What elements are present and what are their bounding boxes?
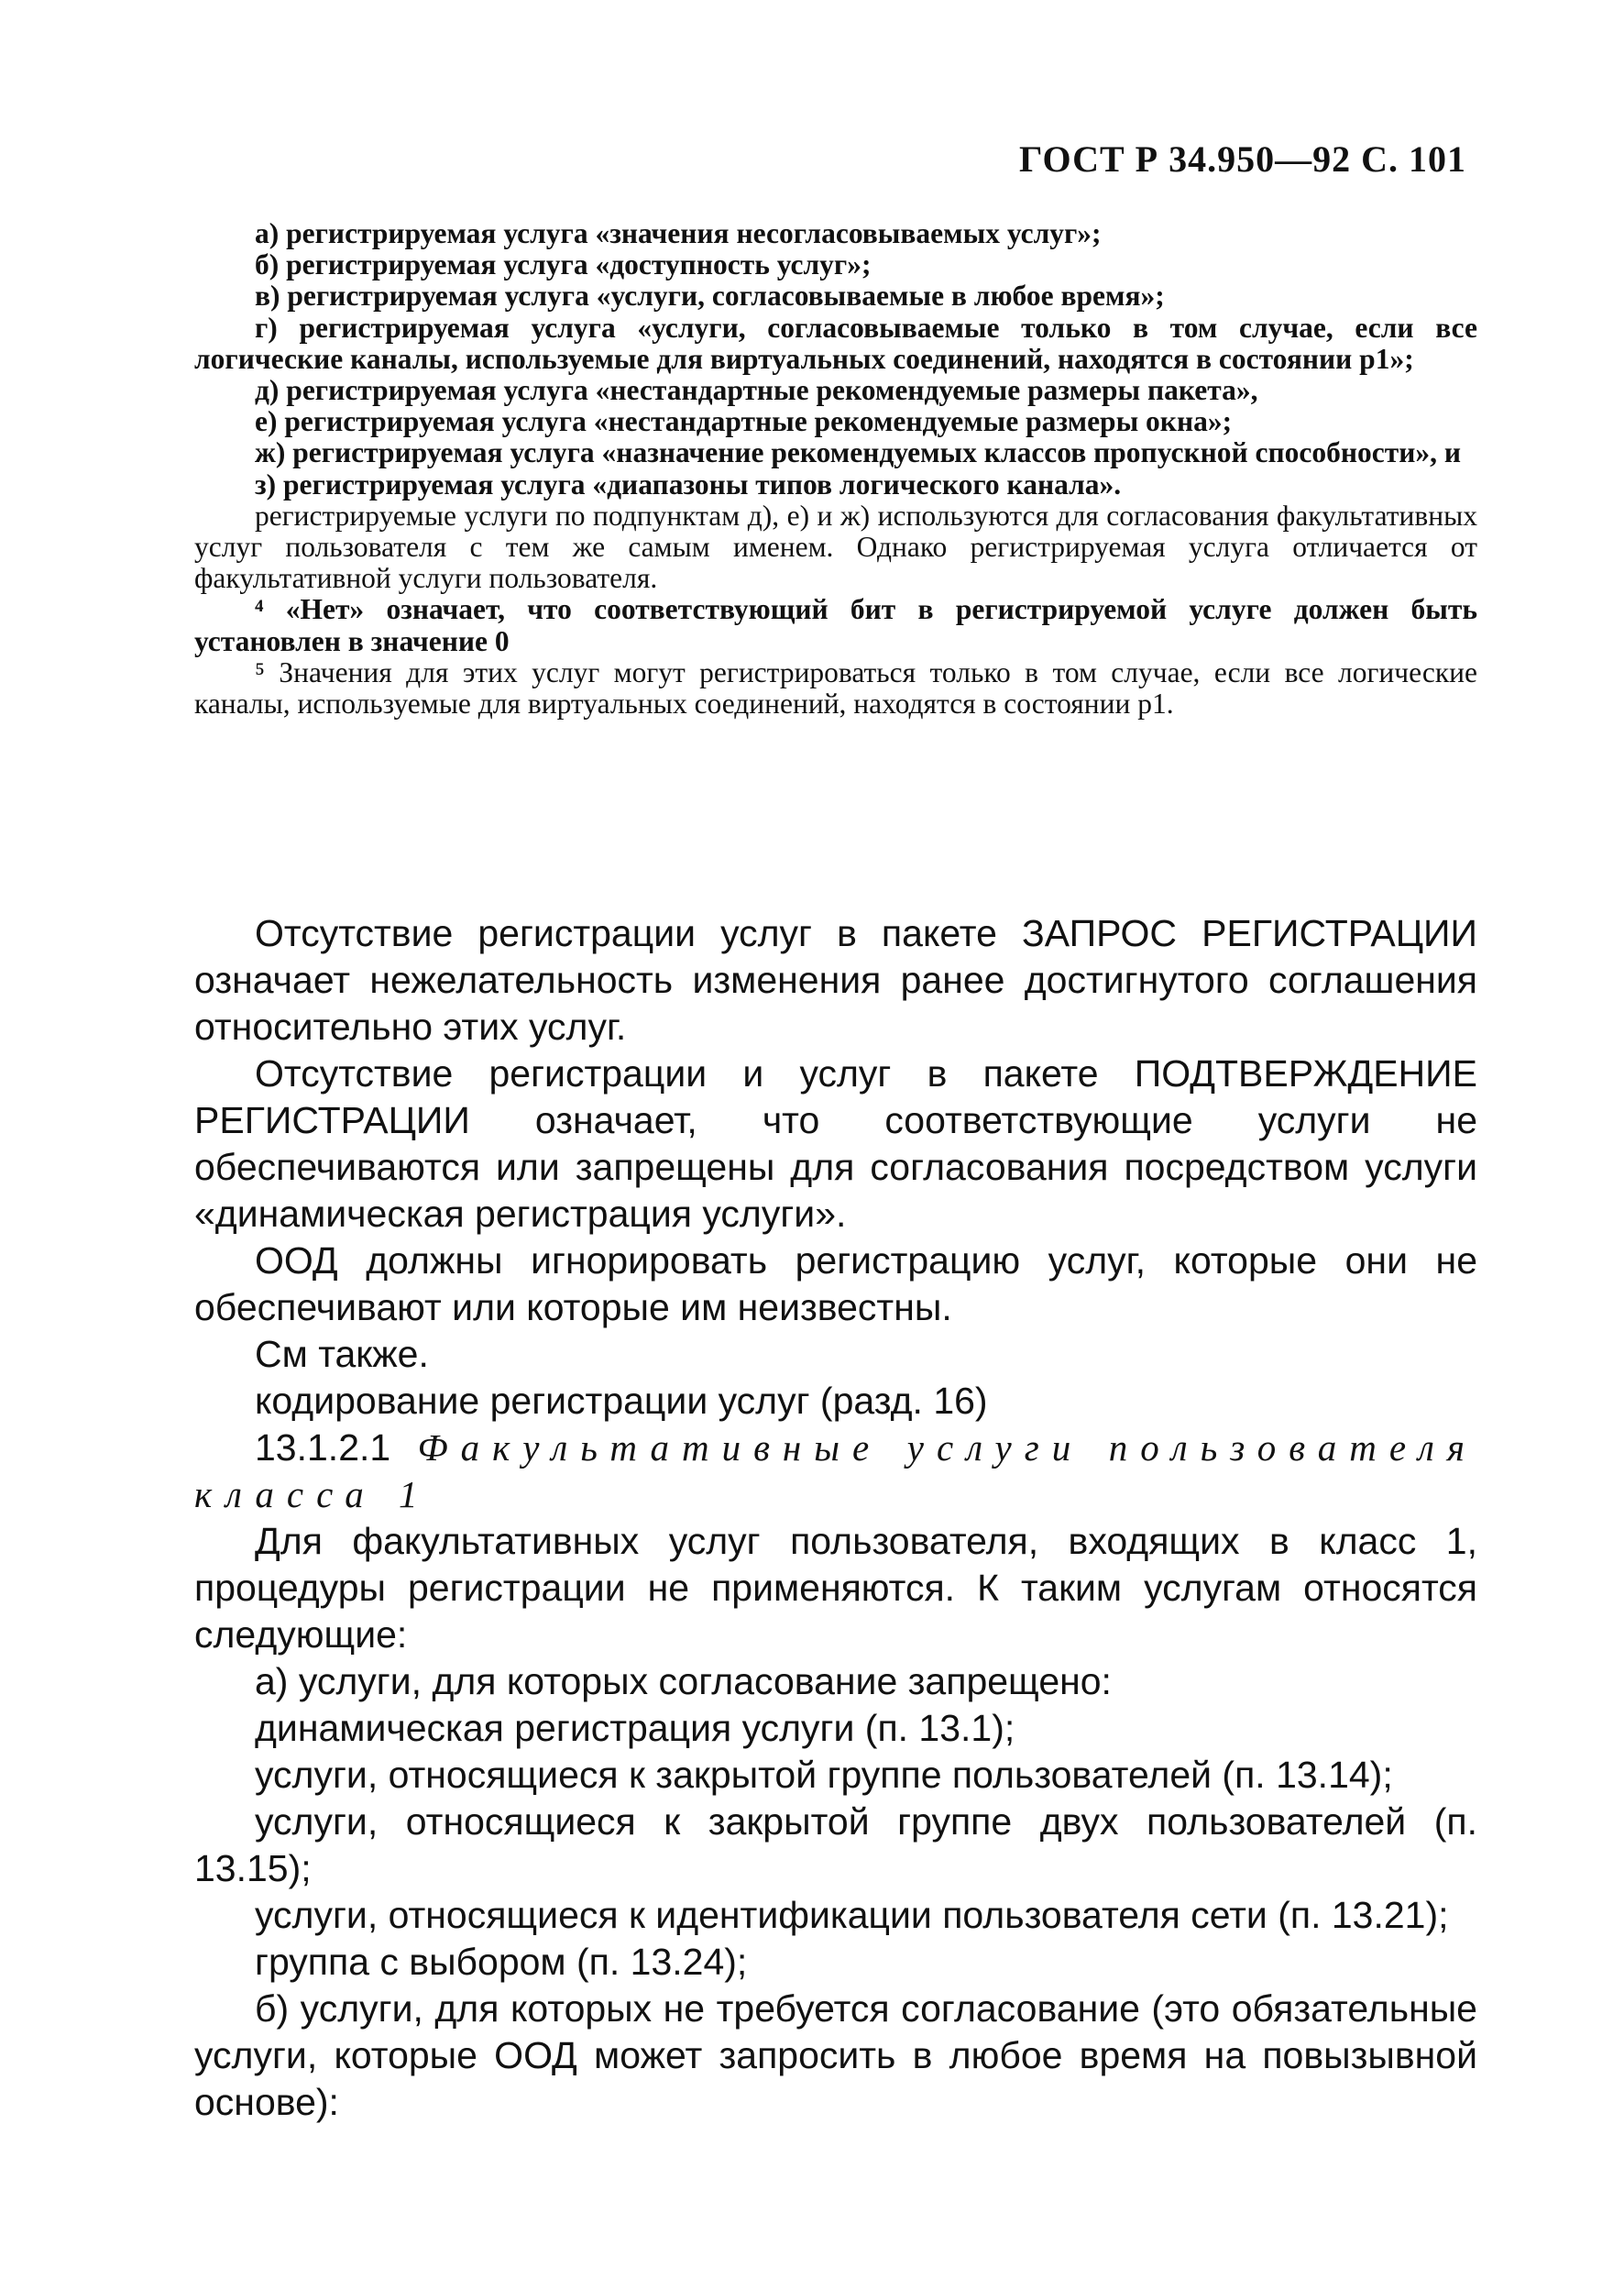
- list-item: динамическая регистрация услуги (п. 13.1);: [255, 1707, 1015, 1749]
- note-item: б) регистрируемая услуга «доступность услуг»;: [255, 248, 872, 281]
- paragraph-class-1: Для факультативных услуг пользователя, входящих в класс 1, процедуры регистрации не применяются. К таким услугам относятся следующие:: [194, 1520, 1477, 1656]
- note-item: е) регистрируемая услуга «нестандартные рекомендуемые размеры окна»;: [255, 405, 1233, 438]
- main-text: [194, 910, 1477, 2126]
- page-header: ГОСТ Р 34.950—92 С. 101: [1019, 138, 1466, 180]
- footnote-5: ⁵ Значения для этих услуг могут регистрироваться только в том случае, если все логические каналы, используемые для виртуальных соединений, находятся в состоянии р1.: [194, 655, 1477, 721]
- note-paragraph: регистрируемые услуги по подпунктам д), е) и ж) используются для согласования факультативных услуг пользователя с тем же самым именем. Однако регистрируемая услуга отличается от факультативной услуги пользователя.: [194, 499, 1477, 595]
- list-heading-a: а) услуги, для которых согласование запрещено:: [255, 1660, 1112, 1702]
- section-number: 13.1.2.1: [255, 1426, 391, 1469]
- list-item: группа с выбором (п. 13.24);: [255, 1941, 748, 1983]
- note-item: в) регистрируемая услуга «услуги, согласовываемые в любое время»;: [255, 280, 1165, 313]
- section-heading: [194, 1425, 1477, 1518]
- section-title: Факультативные услуги пользователя класса 1: [194, 1426, 1477, 1515]
- list-item: услуги, относящиеся к закрытой группе пользователей (п. 13.14);: [255, 1754, 1393, 1796]
- note-item: д) регистрируемая услуга «нестандартные рекомендуемые размеры пакета»,: [255, 374, 1258, 407]
- see-also-label: См также.: [255, 1333, 429, 1375]
- footnotes-block: [194, 218, 1477, 720]
- note-item: а) регистрируемая услуга «значения несогласовываемых услуг»;: [255, 217, 1102, 249]
- list-heading-b: б) услуги, для которых не требуется согласование (это обязательные услуги, которые ООД может запросить в любое время на повызывной основе):: [194, 1987, 1477, 2123]
- list-item: услуги, относящиеся к идентификации пользователя сети (п. 13.21);: [255, 1894, 1449, 1936]
- note-item: г) регистрируемая услуга «услуги, согласовываемые только в том случае, если все логические каналы, используемые для виртуальных соединений, находятся в состоянии р1»;: [194, 311, 1477, 375]
- list-item: услуги, относящиеся к закрытой группе двух пользователей (п. 13.15);: [194, 1800, 1477, 1889]
- paragraph-dte-ignore: ООД должны игнорировать регистрацию услуг, которые они не обеспечивают или которые им неизвестны.: [194, 1239, 1477, 1328]
- note-item: ж) регистрируемая услуга «назначение рекомендуемых классов пропускной способности», и: [255, 436, 1462, 469]
- paragraph-registration-confirmation: Отсутствие регистрации и услуг в пакете ПОДТВЕРЖДЕНИЕ РЕГИСТРАЦИИ означает, что соответствующие услуги не обеспечиваются или запрещены для согласования посредством услуги «динамическая регистрация услуги».: [194, 1052, 1477, 1235]
- footnote-4: ⁴ «Нет» означает, что соответствующий бит в регистрируемой услуге должен быть установлен в значение 0: [194, 593, 1477, 657]
- see-also-reference: кодирование регистрации услуг (разд. 16): [255, 1380, 988, 1422]
- paragraph-registration-request: Отсутствие регистрации услуг в пакете ЗАПРОС РЕГИСТРАЦИИ означает нежелательность изменения ранее достигнутого соглашения относительно этих услуг.: [194, 912, 1477, 1048]
- note-item: з) регистрируемая услуга «диапазоны типов логического канала».: [255, 468, 1122, 501]
